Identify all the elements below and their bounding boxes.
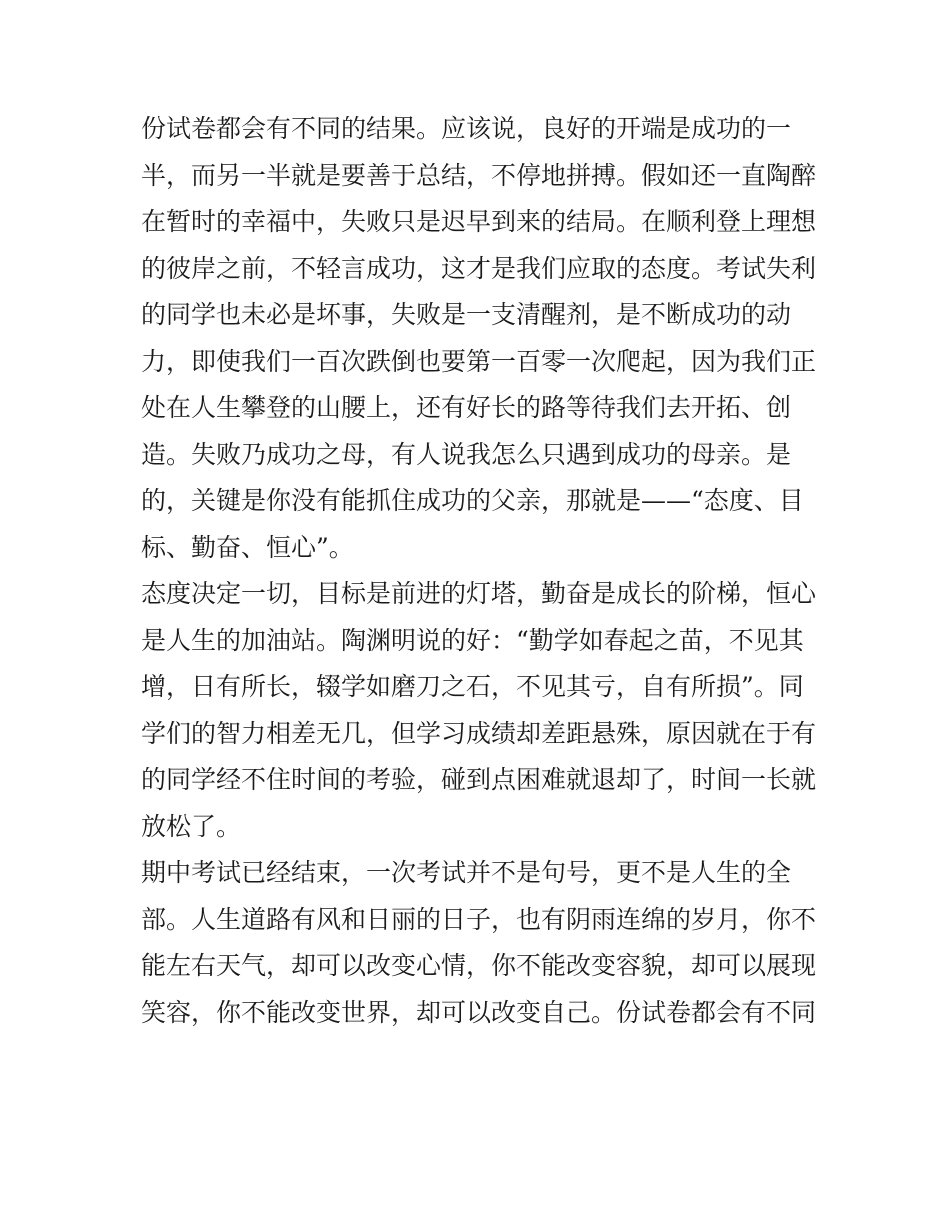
- body-text: [141, 106, 821, 1036]
- text-line-1: 份试卷都会有不同的结果。应该说，良好的开端是成功的一: [141, 114, 792, 143]
- text-line-11: 态度决定一切，目标是前进的灯塔，勤奋是成长的阶梯，恒心: [141, 579, 817, 608]
- text-line-12: 是人生的加油站。陶渊明说的好：“勤学如春起之苗，不见其: [141, 625, 804, 655]
- text-line-6: 力，即使我们一百次跌倒也要第一百零一次爬起，因为我们正: [141, 346, 817, 376]
- text-line-18: 部。人生道路有风和日丽的日子，也有阴雨连绵的岁月，你不: [141, 904, 817, 934]
- text-line-15: 的同学经不住时间的考验，碰到点困难就退却了，时间一长就: [141, 765, 817, 794]
- text-line-20: 笑容，你不能改变世界，却可以改变自己。份试卷都会有不同: [141, 997, 817, 1027]
- text-line-19: 能左右天气，却可以改变心情，你不能改变容貌，却可以展现: [141, 951, 817, 980]
- text-line-13: 增，日有所长，辍学如磨刀之石，不见其亏，自有所损”。同: [141, 672, 804, 701]
- text-line-14: 学们的智力相差无几，但学习成绩却差距悬殊，原因就在于有: [141, 718, 817, 748]
- text-line-4: 的彼岸之前，不轻言成功，这才是我们应取的态度。考试失利: [141, 253, 817, 283]
- text-line-16: 放松了。: [141, 811, 242, 841]
- text-line-17: 期中考试已经结束，一次考试并不是句号，更不是人生的全: [141, 858, 792, 887]
- text-line-8: 造。失败乃成功之母，有人说我怎么只遇到成功的母亲。是: [141, 439, 792, 469]
- text-line-5: 的同学也未必是坏事，失败是一支清醒剂，是不断成功的动: [141, 300, 792, 329]
- text-line-3: 在暂时的幸福中，失败只是迟早到来的结局。在顺利登上理想: [141, 207, 817, 236]
- text-line-7: 处在人生攀登的山腰上，还有好长的路等待我们去开拓、创: [141, 393, 792, 422]
- text-line-10: 标、勤奋、恒心”。: [141, 532, 354, 562]
- text-line-2: 半，而另一半就是要善于总结，不停地拼搏。假如还一直陶醉: [141, 160, 817, 190]
- text-line-9: 的，关键是你没有能抓住成功的父亲，那就是——“态度、目: [141, 486, 804, 515]
